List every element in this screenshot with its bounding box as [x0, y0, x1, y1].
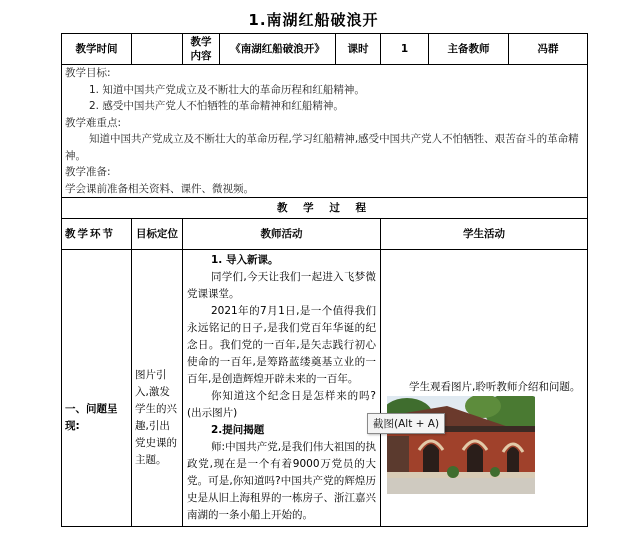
goal-cell: 图片引入,激发学生的兴趣,引出党史课的主题。: [132, 250, 183, 527]
student-activity-cell: [381, 250, 588, 527]
stage-row: [62, 250, 588, 527]
column-goal: 目标定位: [132, 219, 183, 250]
student-paragraph: 学生观看图片,聆听教师介绍和问题。: [409, 381, 581, 393]
column-teacher: 教师活动: [183, 219, 381, 250]
preparation-heading: 教学准备:: [65, 166, 111, 178]
value-teaching-content: 《南湖红船破浪开》: [220, 34, 336, 65]
teacher-paragraph: 师:中国共产党,是我们伟大祖国的执政党,现在是一个有着9000万党员的大党。可是,你知道吗?中国共产党的辉煌历史是从旧上海租界的一栋房子、浙江嘉兴南湖的一条小船上开始的。: [187, 441, 376, 521]
column-student: 学生活动: [381, 219, 588, 250]
value-class-hours: 1: [381, 34, 429, 65]
stage-cell: 一、问题呈现:: [62, 250, 132, 527]
difficulty-text: 知道中国共产党成立及不断壮大的革命历程,学习红船精神,感受中国共产党人不怕牺牲、艰苦奋斗的革命精神。: [65, 133, 579, 162]
process-title: 教 学 过 程: [62, 198, 588, 219]
step2-title: 2.提问揭题: [211, 424, 265, 436]
teacher-activity-cell: [183, 250, 381, 527]
objectives-heading: 教学目标:: [65, 67, 111, 79]
difficulty-heading: 教学难重点:: [65, 116, 122, 129]
label-class-hours: 课时: [336, 34, 381, 65]
label-teaching-content: 教学内容: [183, 34, 220, 65]
objective-item: 1. 知道中国共产党成立及不断壮大的革命历程和红船精神。: [89, 83, 365, 96]
memorial-building-photo: [387, 396, 535, 494]
objective-item: 2. 感受中国共产党人不怕牺牲的革命精神和红船精神。: [89, 100, 344, 112]
value-teaching-time: [132, 34, 183, 65]
memorial-building-icon: [387, 396, 535, 494]
screenshot-tooltip: 截图(Alt + A): [367, 413, 445, 434]
teacher-paragraph: 同学们,今天让我们一起进入飞梦微党课课堂。: [187, 271, 376, 300]
lesson-plan-table: [61, 33, 588, 527]
value-lead-teacher: 冯群: [509, 34, 588, 65]
column-header-row: [62, 219, 588, 250]
step1-title: 1. 导入新课。: [211, 254, 279, 266]
info-cell: [62, 65, 588, 198]
column-stage: 教学环节: [62, 219, 132, 250]
teacher-paragraph: 2021年的7月1日,是一个值得我们永远铭记的日子,是我们党百年华诞的纪念日。我们党的一百年,是矢志践行初心使命的一百年,是筹路蓝缕奠基立业的一百年,是创造辉煌开辟未来的一百年。: [187, 305, 376, 385]
process-title-row: [62, 198, 588, 219]
teacher-paragraph: 你知道这个纪念日是怎样来的吗?(出示图片): [187, 390, 376, 419]
info-row: [62, 65, 588, 198]
page-title: 1.南湖红船破浪开: [248, 11, 379, 29]
header-row: [62, 34, 588, 65]
label-teaching-time: 教学时间: [62, 34, 132, 65]
preparation-text: 学会课前准备相关资料、课件、微视频。: [65, 182, 254, 195]
label-lead-teacher: 主备教师: [429, 34, 509, 65]
